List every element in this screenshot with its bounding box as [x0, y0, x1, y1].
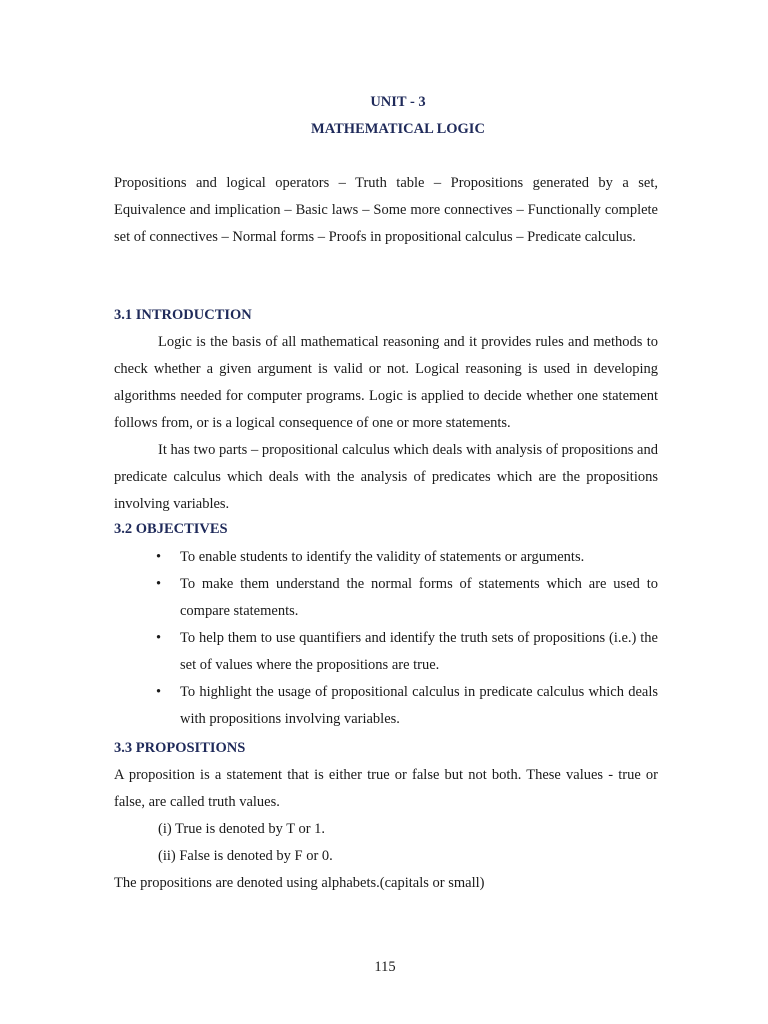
propositions-paragraph-1: A proposition is a statement that is either true or false but not both. These values - true or false, are called truth values. — [114, 767, 658, 810]
list-item-text: To help them to use quantifiers and identify the truth sets of propositions (i.e.) the set of values where the propositions are true. — [180, 630, 658, 673]
bullet-icon: • — [156, 576, 162, 592]
list-item — [114, 625, 658, 679]
list-item — [114, 544, 658, 571]
list-item-text: To enable students to identify the validity of statements or arguments. — [180, 549, 585, 565]
list-item — [114, 679, 658, 733]
unit-title: MATHEMATICAL LOGIC — [311, 121, 485, 137]
list-item — [114, 571, 658, 625]
objectives-list — [114, 544, 658, 733]
propositions-paragraph-2: The propositions are denoted using alphabets.(capitals or small) — [114, 875, 485, 891]
list-item-text: To highlight the usage of propositional calculus in predicate calculus which deals with propositions involving variables. — [180, 684, 658, 727]
section-heading-propositions: 3.3 PROPOSITIONS — [114, 740, 246, 756]
introduction-paragraph-1: Logic is the basis of all mathematical reasoning and it provides rules and methods to check whether a given argument is valid or not. Logical reasoning is used in developing algorithms needed for computer programs. Logic is applied to decide whether one statement follows from, or is a logical consequence of one or more statements. — [114, 334, 658, 431]
bullet-icon: • — [156, 549, 162, 565]
section-heading-objectives: 3.2 OBJECTIVES — [114, 521, 228, 537]
section-heading-introduction: 3.1 INTRODUCTION — [114, 307, 252, 323]
truth-value-false: (ii) False is denoted by F or 0. — [158, 848, 333, 864]
list-item-text: To make them understand the normal forms of statements which are used to compare statements. — [180, 576, 658, 619]
bullet-icon: • — [156, 684, 162, 700]
introduction-paragraph-2: It has two parts – propositional calculus which deals with analysis of propositions and predicate calculus which deals with the analysis of predicates which are the propositions involving variables. — [114, 442, 658, 512]
truth-value-true: (i) True is denoted by T or 1. — [158, 821, 326, 837]
page-number: 115 — [374, 959, 396, 975]
syllabus-paragraph: Propositions and logical operators – Truth table – Propositions generated by a set, Equivalence and implication – Basic laws – Some more connectives – Functionally complete set of connectives – Normal forms – Proofs in propositional calculus – Predicate calculus. — [114, 175, 658, 245]
bullet-icon: • — [156, 630, 162, 646]
unit-number: UNIT - 3 — [370, 94, 426, 110]
